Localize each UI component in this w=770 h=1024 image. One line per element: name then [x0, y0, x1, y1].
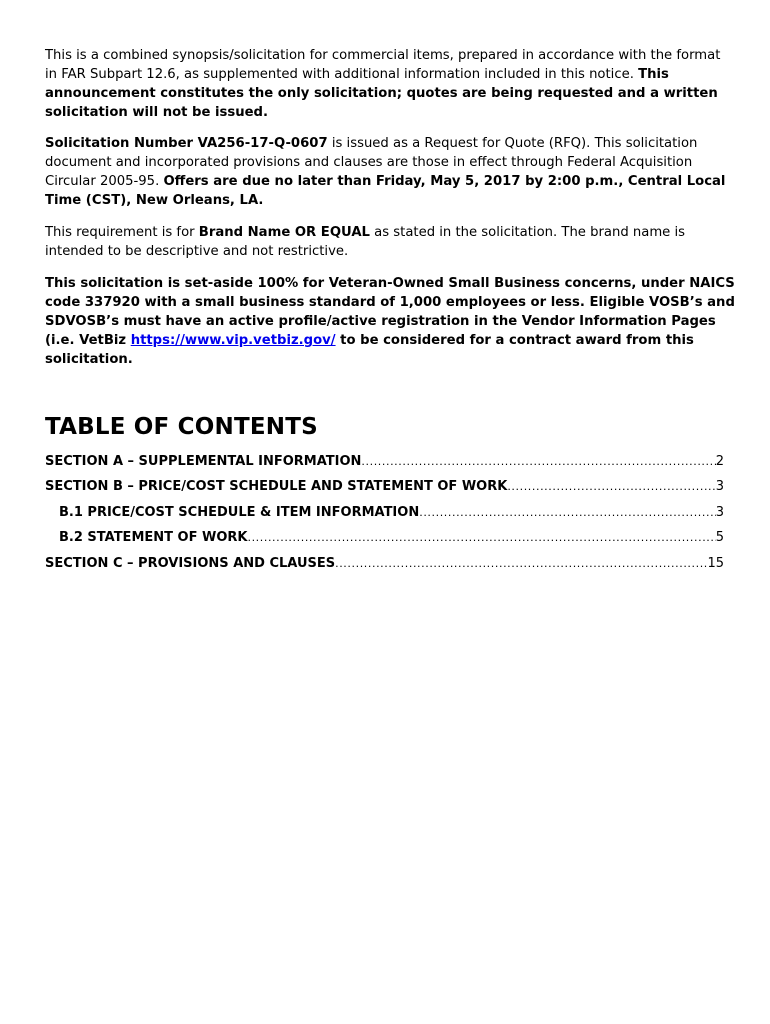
brand-name-text: Brand Name OR EQUAL [198, 225, 370, 240]
toc-page-number: 2 [715, 454, 724, 469]
solicitation-text: is issued as a Request for Quote (RFQ). This solicitation document and incorporated provisions and clauses are those in effect through Federal Acquisition Circular 2005-95. [45, 136, 698, 189]
intro-paragraph [45, 46, 735, 122]
toc-entry-section-c[interactable] [45, 555, 724, 573]
toc-entry-b2[interactable] [59, 529, 724, 547]
toc-entry-section-a[interactable] [45, 453, 724, 471]
toc-page-number: 5 [715, 530, 724, 545]
toc-page-number: 3 [715, 479, 724, 494]
setaside-paragraph [45, 274, 735, 369]
vetbiz-link[interactable]: https://www.vip.vetbiz.gov/ [130, 333, 336, 348]
toc-entry-label: SECTION C – PROVISIONS AND CLAUSES [45, 556, 336, 571]
toc-entry-label: SECTION B – PRICE/COST SCHEDULE AND STATEMENT OF WORK [45, 479, 508, 494]
toc-dot-leader [507, 478, 715, 496]
toc-dot-leader [335, 555, 707, 573]
toc-entry-section-b[interactable] [45, 478, 724, 496]
requirement-text-before: This requirement is for [45, 225, 199, 240]
toc-entry-label: SECTION A – SUPPLEMENTAL INFORMATION [45, 454, 362, 469]
toc-entry-b1[interactable] [59, 504, 724, 522]
intro-text: This is a combined synopsis/solicitation for commercial items, prepared in accordance with the format in FAR Subpart 12.6, as supplemented with additional information included in this notice. [45, 48, 721, 82]
toc-entry-label: B.2 STATEMENT OF WORK [59, 530, 248, 545]
due-date-text: Offers are due no later than Friday, May 5, 2017 by 2:00 p.m., Central Local Time (CST), New Orleans, LA. [45, 174, 726, 208]
toc-dot-leader [361, 453, 715, 471]
toc-page-number: 15 [707, 556, 724, 571]
requirement-text-after: as stated in the solicitation. The brand name is intended to be descriptive and not restrictive. [45, 225, 686, 259]
requirement-paragraph [45, 223, 735, 261]
intro-bold-text: This announcement constitutes the only solicitation; quotes are being requested and a written solicitation will not be issued. [45, 67, 718, 120]
toc-dot-leader [419, 504, 716, 522]
toc-page-number: 3 [715, 505, 724, 520]
toc-dot-leader [247, 529, 715, 547]
solicitation-number: Solicitation Number VA256-17-Q-0607 [45, 136, 328, 151]
toc-heading: TABLE OF CONTENTS [45, 414, 318, 440]
setaside-text-before: This solicitation is set-aside 100% for Veteran-Owned Small Business concerns, under NAICS code 337920 with a small business standard of 1,000 employees or less. Eligible VOSB’s and SDVOSB’s must have an active profile/active registration in the Vendor Information Pages (i.e. VetBiz [45, 276, 735, 348]
solicitation-paragraph [45, 134, 735, 210]
setaside-text-after: to be considered for a contract award from this solicitation. [45, 333, 694, 367]
toc-entry-label: B.1 PRICE/COST SCHEDULE & ITEM INFORMATION [59, 505, 420, 520]
